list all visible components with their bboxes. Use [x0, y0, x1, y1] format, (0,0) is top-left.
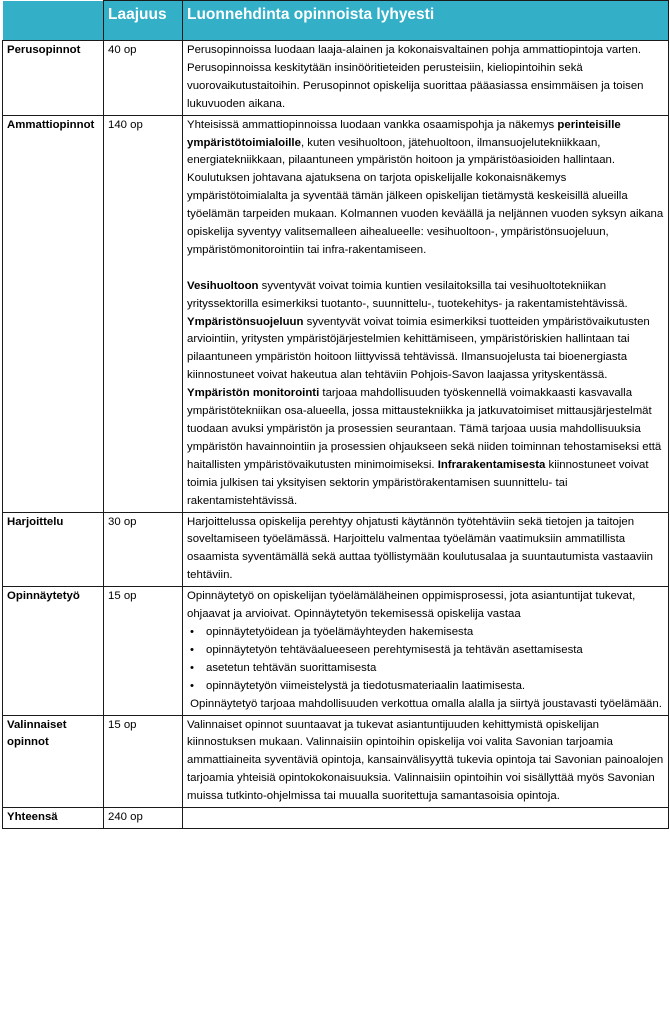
row-description: Harjoittelussa opiskelija perehtyy ohjatusti käytännön työtehtäviin sekä tietojen ja taitojen soveltamiseen työelämässä. Harjoittelu valmentaa työelämän vaatimuksiin ammatillista osaamista syventämällä sekä auttaa työllistymään koulutusalaa ja suuntautumista vastaaviin tehtäviin. — [183, 512, 669, 587]
list-item — [187, 660, 664, 678]
text-run: tarjoaa mahdollisuuden työskennellä voimakkaasti kasvavalla ympäristötekniikan osa-alueella, jossa mittaustekniikka ja jatkuvatoimiset mittausjärjestelmät tuodaan avuksi ympäristön ja prosessien seurantaan. Tämä tarjoaa uusia mahdollisuuksia ympäristön havainnointiin ja prosessien ohjaukseen sekä niiden toiminnan tehostamiseksi että haitallisten ympäristövaikutusten minimoimiseksi. — [187, 387, 662, 471]
text-run: syventyvät voivat toimia esimerkiksi tuotteiden ympäristövaikutusten arviointiin, yritysten ympäristöjärjestelmien kehittämiseen, ympäristöriskien hallintaan tai pilaantuneen ympäristön hoitoon liittyvissä tehtävissä. Ilmansuojelusta tai bioenergiasta kiinnostuneet voivat hakeutua alan tehtäviin Pohjois-Savon laajassa yrityskentässä. — [187, 315, 650, 382]
bullet-icon: • — [190, 679, 194, 692]
description-paragraph — [187, 117, 664, 260]
text-run: syventyvät voivat toimia kuntien vesilaitoksilla tai vesihuoltotekniikan yrityssektorilla esimerkiksi tuotanto-, suunnittelu-, tuotekehitys- ja rakentamistehtävissä. — [187, 279, 628, 310]
table-row-opinnaytetyo — [3, 587, 669, 715]
description-intro: Opinnäytetyö on opiskelijan työelämäläheinen oppimisprosessi, jota asiantuntijat tukevat, ohjaavat ja arvioivat. Opinnäytetyön tekemisessä opiskelija vastaa — [187, 590, 636, 621]
table-header-row — [3, 1, 669, 41]
row-description — [183, 808, 669, 829]
row-name: Yhteensä — [3, 808, 104, 829]
bold-term: Ympäristön monitorointi — [187, 387, 320, 400]
row-scope: 15 op — [104, 587, 183, 715]
row-description: Perusopinnoissa luodaan laaja-alainen ja kokonaisvaltainen pohja ammattiopintoja varten. Perusopinnoissa keskitytään insinööritieteiden perusteisiin, kieliopintoihin sekä vuorovaikutustaitoihin. Perusopinnot opiskelija suorittaa pääasiassa ensimmäisen ja toisen lukuvuoden aikana. — [183, 41, 669, 116]
description-paragraph — [187, 278, 664, 511]
row-scope: 40 op — [104, 41, 183, 116]
row-scope: 240 op — [104, 808, 183, 829]
bullet-icon: • — [190, 661, 194, 674]
responsibility-list — [187, 624, 664, 696]
list-item-text: opinnäytetyön viimeistelystä ja tiedotusmateriaalin laatimisesta. — [206, 679, 526, 692]
row-description: Valinnaiset opinnot suuntaavat ja tukevat asiantuntijuuden kehittymistä opiskelijan kiinnostuksen mukaan. Valinnaisiin opintoihin opiskelija voi valita Savonian tarjoamia ammattiaineita syventäviä opintoja, kansainvälisyyttä tukevia opintoja tai Savonian painoalojen tarjoamia yhteisiä opintokokonaisuuksia. Valinnaisiin opintoihin voi sisällyttää myös Savonian muissa tutkinto-ohjelmissa tai muualla suoritettuja samantasoisia opintoja. — [183, 715, 669, 808]
list-item — [187, 624, 664, 642]
table-row-yhteensa — [3, 808, 669, 829]
list-item-text: opinnäytetyön tehtäväalueeseen perehtymisestä ja tehtävän asettamisesta — [206, 643, 583, 656]
row-name: Harjoittelu — [3, 512, 104, 587]
header-description: Luonnehdinta opinnoista lyhyesti — [183, 1, 669, 41]
row-scope: 140 op — [104, 115, 183, 512]
row-name: Ammattiopinnot — [3, 115, 104, 512]
list-item-text: asetetun tehtävän suorittamisesta — [206, 661, 377, 674]
text-run: , kuten vesihuoltoon, jätehuoltoon, ilmansuojelutekniikkaan, energiatekniikkaan, pilaantuneen ympäristön hoitoon ja ympäristöasioiden hallintaan. Koulutuksen johtavana ajatuksena on tarjota opiskelijalle kokonaisnäkemys ympäristötoimialalta ja syventää tämän jälkeen opiskelijan tietämystä keskeisillä alueilla työelämän tarpeiden mukaan. Kolmannen vuoden keväällä ja neljännen vuoden syksyn aikana opiskelija syventyy valitsemalleen aihealueelle: vesihuoltoon-, ympäristönsuojeluun, ympäristömonitorointiin tai infra-rakentamiseen. — [187, 136, 664, 256]
text-run: Yhteisissä ammattiopinnoissa luodaan vankka osaamispohja ja näkemys — [187, 118, 558, 131]
bold-term: perinteisille ympäristötoimialoille — [187, 118, 621, 149]
bullet-icon: • — [190, 625, 194, 638]
table-row-ammattiopinnot — [3, 115, 669, 512]
table-row-harjoittelu — [3, 512, 669, 587]
row-name: Perusopinnot — [3, 41, 104, 116]
text-run: kiinnostuneet voivat toimia julkisen tai yksityisen sektorin ympäristörakentamisen suunnittelu- tai rakentamistehtävissä. — [187, 458, 649, 507]
study-structure-table — [2, 0, 669, 829]
row-scope: 30 op — [104, 512, 183, 587]
list-item — [187, 678, 664, 696]
row-description — [183, 587, 669, 715]
row-description — [183, 115, 669, 512]
list-item — [187, 642, 664, 660]
list-item-text: opinnäytetyöidean ja työelämäyhteyden hakemisesta — [206, 625, 474, 638]
header-scope: Laajuus — [104, 1, 183, 41]
row-name: Valinnaiset opinnot — [3, 715, 104, 808]
header-blank-cell — [3, 1, 104, 41]
row-name: Opinnäytetyö — [3, 587, 104, 715]
bullet-icon: • — [190, 643, 194, 656]
bold-term: Ympäristönsuojeluun — [187, 315, 304, 328]
description-outro: Opinnäytetyö tarjoaa mahdollisuuden verkottua omalla alalla ja siirtyä joustavasti työelämään. — [187, 697, 662, 710]
bold-term: Vesihuoltoon — [187, 279, 259, 292]
row-scope: 15 op — [104, 715, 183, 808]
table-row-valinnaiset — [3, 715, 669, 808]
table-row-perusopinnot — [3, 41, 669, 116]
bold-term: Infrarakentamisesta — [437, 458, 546, 471]
